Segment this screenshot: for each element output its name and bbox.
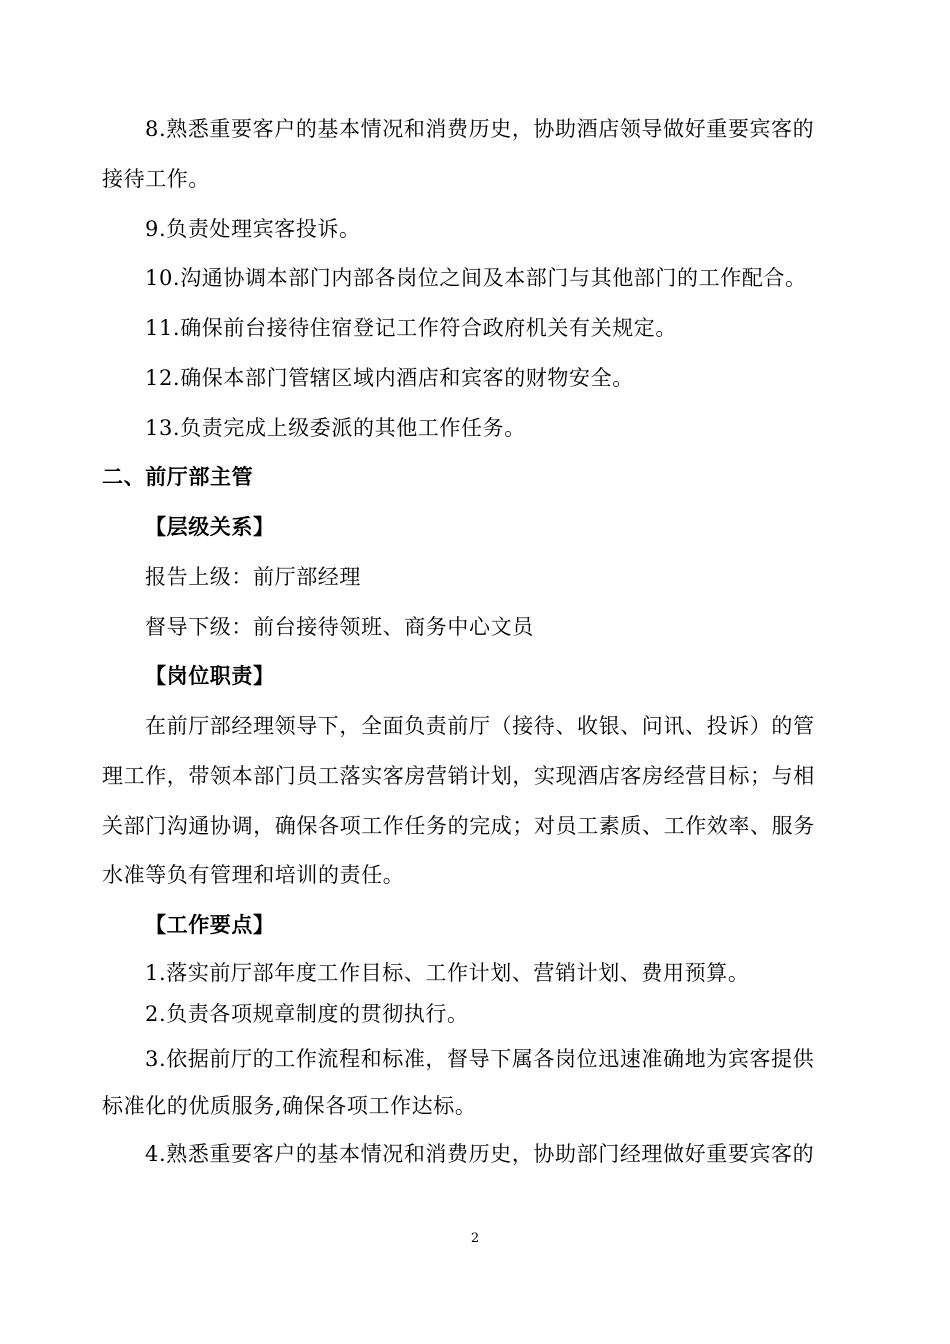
key-point-4: 4.熟悉重要客户的基本情况和消费历史，协助部门经理做好重要宾客的 (145, 1142, 815, 1166)
duty-item-11: 11.确保前台接待住宿登记工作符合政府机关有关规定。 (145, 316, 677, 340)
duty-item-12: 12.确保本部门管辖区域内酒店和宾客的财物安全。 (145, 366, 634, 390)
duty-item-10: 10.沟通协调本部门内部各岗位之间及本部门与其他部门的工作配合。 (145, 266, 807, 290)
responsibilities-paragraph-line-2: 理工作，带领本部门员工落实客房营销计划，实现酒店客房经营目标；与相 (102, 764, 815, 788)
page-number: 2 (470, 1231, 480, 1246)
supervises: 督导下级：前台接待领班、商务中心文员 (145, 615, 534, 639)
responsibilities-paragraph-line-4: 水准等负有管理和培训的责任。 (102, 863, 405, 887)
duty-item-8: 8.熟悉重要客户的基本情况和消费历史，协助酒店领导做好重要宾客的 (145, 117, 815, 141)
responsibilities-paragraph-line-3: 关部门沟通协调，确保各项工作任务的完成；对员工素质、工作效率、服务 (102, 814, 815, 838)
key-point-3: 3.依据前厅的工作流程和标准，督导下属各岗位迅速准确地为宾客提供 (145, 1047, 815, 1071)
reports-to: 报告上级：前厅部经理 (145, 565, 361, 589)
duty-item-9: 9.负责处理宾客投诉。 (145, 217, 361, 241)
key-point-2: 2.负责各项规章制度的贯彻执行。 (145, 1002, 469, 1026)
subheading-responsibilities: 【岗位职责】 (145, 664, 275, 688)
subheading-key-points: 【工作要点】 (145, 913, 275, 937)
subheading-hierarchy: 【层级关系】 (145, 515, 275, 539)
duty-item-8-continued: 接待工作。 (102, 167, 210, 191)
section-heading-front-office-supervisor: 二、前厅部主管 (102, 465, 254, 489)
duty-item-13: 13.负责完成上级委派的其他工作任务。 (145, 416, 526, 440)
responsibilities-paragraph-line-1: 在前厅部经理领导下，全面负责前厅（接待、收银、问讯、投诉）的管 (145, 714, 815, 738)
key-point-3-continued: 标准化的优质服务,确保各项工作达标。 (102, 1094, 477, 1118)
key-point-1: 1.落实前厅部年度工作目标、工作计划、营销计划、费用预算。 (145, 961, 750, 985)
